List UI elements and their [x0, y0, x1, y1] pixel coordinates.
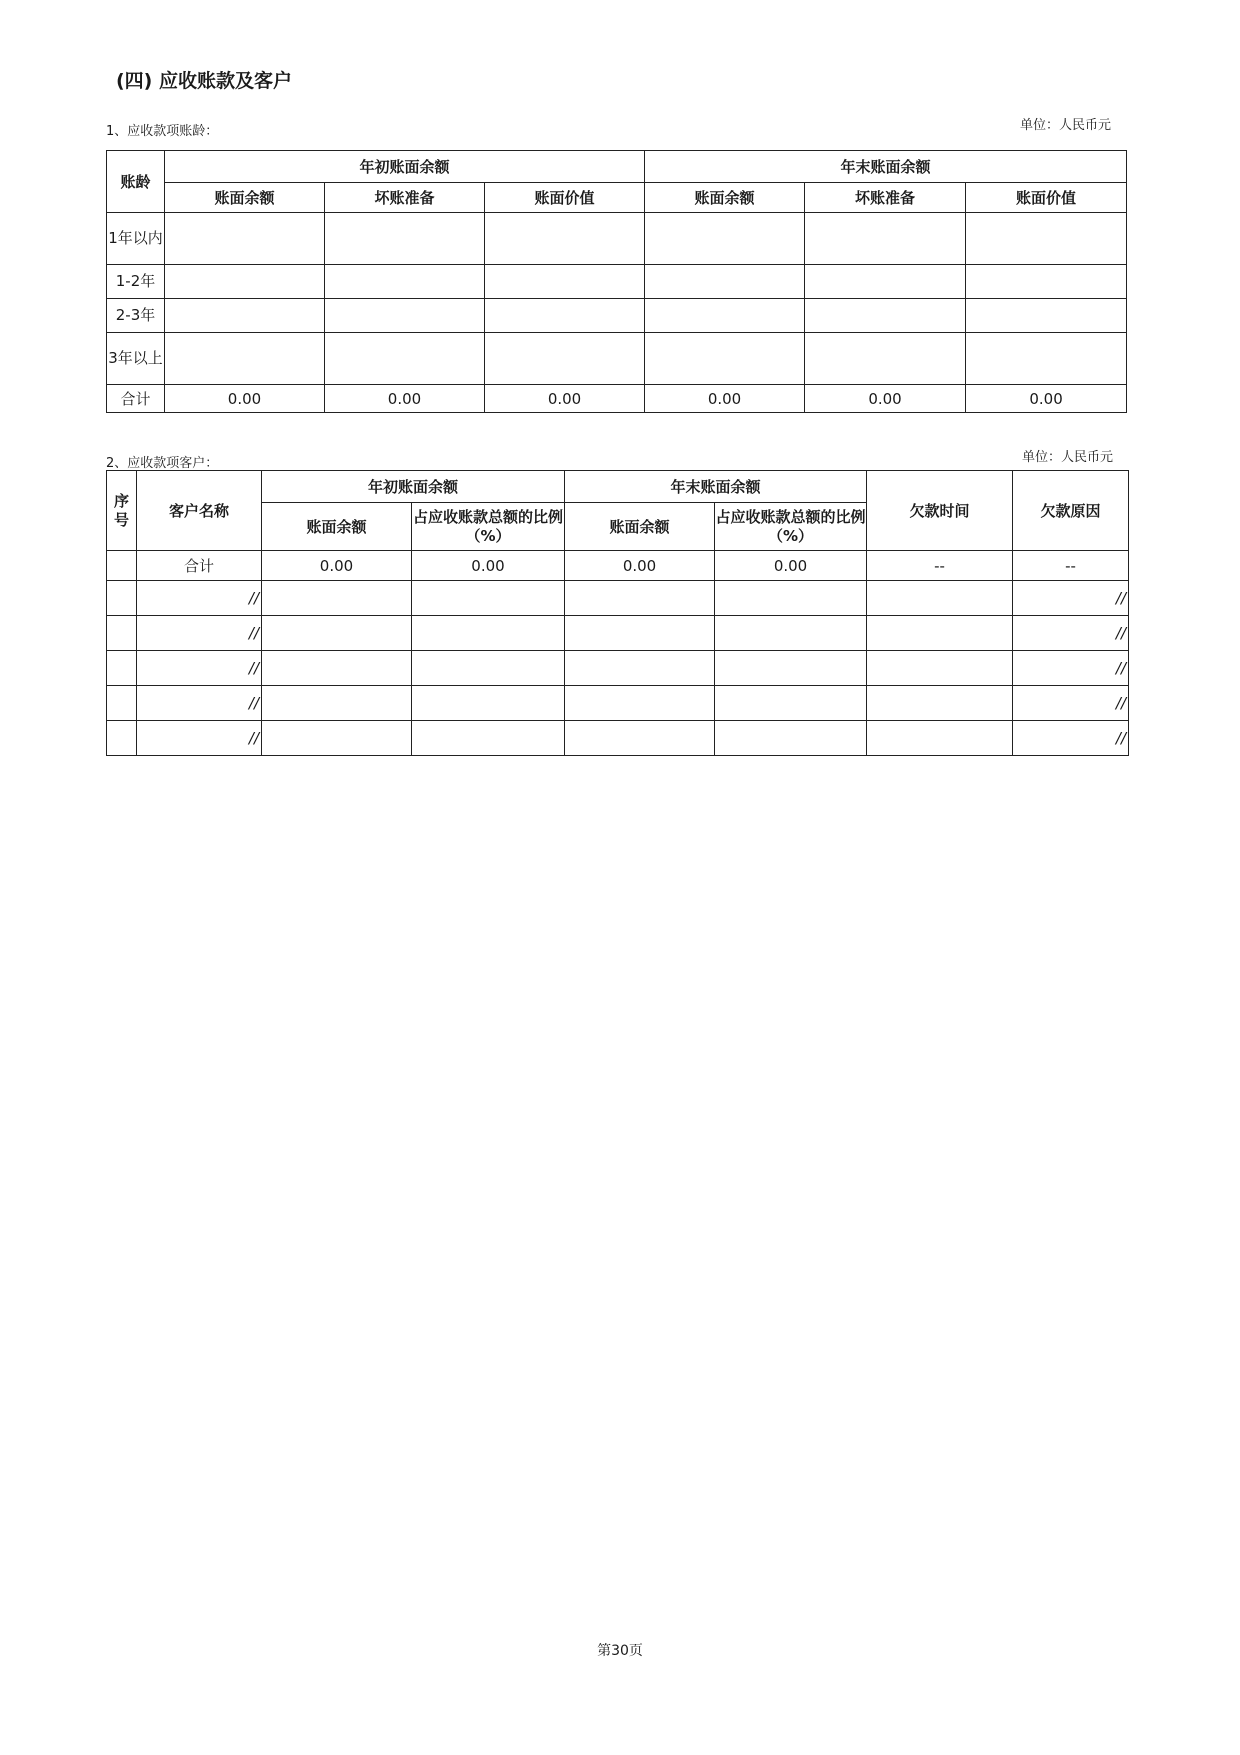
total-row: [107, 385, 1127, 413]
total-value: 0.00: [645, 385, 805, 413]
total-value: 0.00: [485, 385, 645, 413]
col-header: 坏账准备: [325, 183, 485, 213]
total-value: 0.00: [805, 385, 966, 413]
total-label: 合计: [137, 551, 262, 581]
slash-mark: //: [1013, 721, 1129, 756]
slash-mark: //: [1013, 651, 1129, 686]
aging-label: 3年以上: [107, 333, 165, 385]
section2-caption: 2、应收款项客户：: [106, 456, 219, 471]
slash-mark: //: [137, 651, 262, 686]
ratio-subheader: 占应收账款总额的比例（%）: [412, 503, 565, 551]
slash-mark: //: [1013, 686, 1129, 721]
group-begin-header: 年初账面余额: [165, 151, 645, 183]
slash-mark: //: [137, 581, 262, 616]
section2-unit: 单位：人民币元: [1022, 450, 1114, 465]
slash-mark: //: [137, 721, 262, 756]
group-begin-header: 年初账面余额: [262, 471, 565, 503]
total-value: 0.00: [966, 385, 1127, 413]
total-value: 0.00: [165, 385, 325, 413]
table-row: [107, 581, 1129, 616]
slash-mark: //: [137, 616, 262, 651]
total-value: 0.00: [565, 551, 715, 581]
table-row: [107, 651, 1129, 686]
total-value: 0.00: [412, 551, 565, 581]
total-value: 0.00: [715, 551, 867, 581]
customer-table: [106, 470, 1129, 756]
table-row: [107, 686, 1129, 721]
page-number: 第30页: [597, 1643, 643, 1659]
total-label: 合计: [107, 385, 165, 413]
group-end-header: 年末账面余额: [645, 151, 1127, 183]
section1-caption: 1、应收款项账龄：: [106, 124, 219, 139]
total-value: --: [867, 551, 1013, 581]
total-value: 0.00: [325, 385, 485, 413]
aging-table: [106, 150, 1127, 413]
balance-subheader: 账面余额: [565, 503, 715, 551]
total-value: 0.00: [262, 551, 412, 581]
name-header: 客户名称: [137, 471, 262, 551]
time-header: 欠款时间: [867, 471, 1013, 551]
col-header: 账面价值: [485, 183, 645, 213]
table-row: [107, 333, 1127, 385]
balance-subheader: 账面余额: [262, 503, 412, 551]
aging-header: 账龄: [107, 151, 165, 213]
section1-unit: 单位：人民币元: [1020, 118, 1112, 133]
seq-header: 序号: [107, 471, 137, 551]
reason-header: 欠款原因: [1013, 471, 1129, 551]
table-row: [107, 721, 1129, 756]
col-header: 坏账准备: [805, 183, 966, 213]
aging-label: 1年以内: [107, 213, 165, 265]
slash-mark: //: [1013, 581, 1129, 616]
group-end-header: 年末账面余额: [565, 471, 867, 503]
col-header: 账面余额: [645, 183, 805, 213]
table-row: [107, 213, 1127, 265]
table-row: [107, 616, 1129, 651]
slash-mark: //: [1013, 616, 1129, 651]
aging-label: 1-2年: [107, 265, 165, 299]
table-row: [107, 299, 1127, 333]
ratio-subheader: 占应收账款总额的比例（%）: [715, 503, 867, 551]
total-value: --: [1013, 551, 1129, 581]
col-header: 账面价值: [966, 183, 1127, 213]
col-header: 账面余额: [165, 183, 325, 213]
total-row: [107, 551, 1129, 581]
aging-label: 2-3年: [107, 299, 165, 333]
slash-mark: //: [137, 686, 262, 721]
page-title: (四) 应收账款及客户: [116, 70, 292, 92]
table-row: [107, 265, 1127, 299]
